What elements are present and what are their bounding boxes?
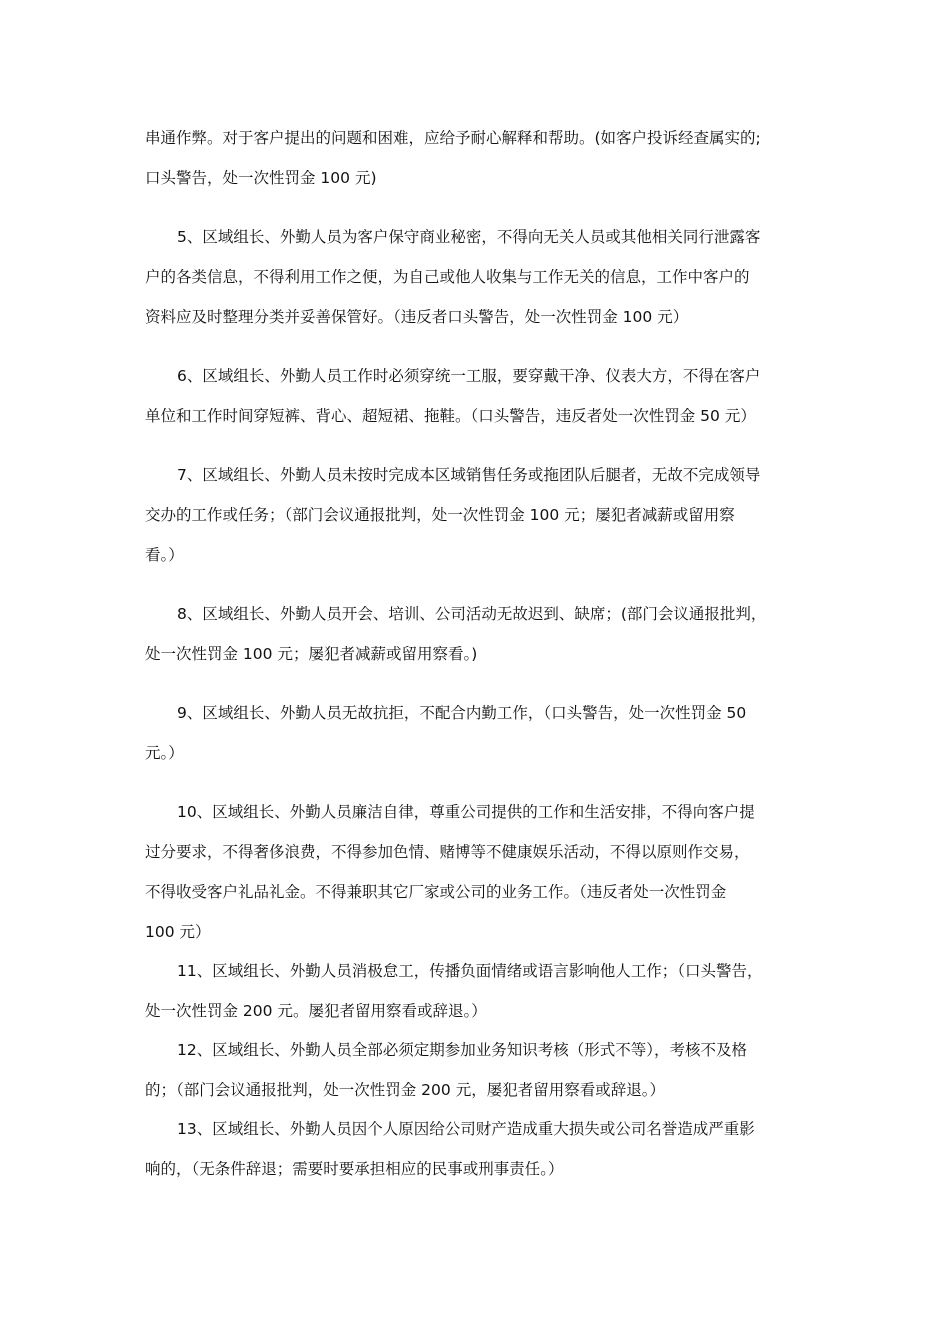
paragraph-item-6: 6、区域组长、外勤人员工作时必须穿统一工服，要穿戴干净、仪表大方，不得在客户 — [177, 367, 761, 385]
paragraph-item-13: 13、区域组长、外勤人员因个人原因给公司财产造成重大损失或公司名誉造成严重影 — [177, 1120, 755, 1138]
paragraph-item-10: 10、区域组长、外勤人员廉洁自律，尊重公司提供的工作和生活安排，不得向客户提 — [177, 803, 755, 821]
paragraph-item-12: 12、区域组长、外勤人员全部必须定期参加业务知识考核（形式不等），考核不及格 — [177, 1041, 747, 1059]
text-line: 100 元） — [145, 923, 211, 941]
text-line: 响的，（无条件辞退；需要时要承担相应的民事或刑事责任。） — [145, 1160, 564, 1178]
text-line: 不得收受客户礼品礼金。不得兼职其它厂家或公司的业务工作。（违反者处一次性罚金 — [145, 883, 727, 901]
paragraph-item-5: 5、区域组长、外勤人员为客户保守商业秘密，不得向无关人员或其他相关同行泄露客 — [177, 228, 761, 246]
paragraph-item-11: 11、区域组长、外勤人员消极怠工，传播负面情绪或语言影响他人工作；（口头警告， — [177, 962, 763, 980]
text-line: 处一次性罚金 200 元。屡犯者留用察看或辞退。） — [145, 1002, 487, 1020]
text-line: 交办的工作或任务；（部门会议通报批判，处一次性罚金 100 元；屡犯者减薪或留用察 — [145, 506, 735, 524]
text-line: 处一次性罚金 100 元；屡犯者减薪或留用察看。) — [145, 645, 478, 663]
text-line: 单位和工作时间穿短裤、背心、超短裙、拖鞋。（口头警告，违反者处一次性罚金 50 元） — [145, 407, 756, 425]
text-line: 过分要求，不得奢侈浪费，不得参加色情、赌博等不健康娱乐活动，不得以原则作交易， — [145, 843, 750, 861]
text-line: 串通作弊。对于客户提出的问题和困难，应给予耐心解释和帮助。(如客户投诉经查属实的; — [145, 129, 761, 147]
text-line: 户的各类信息，不得利用工作之便，为自己或他人收集与工作无关的信息，工作中客户的 — [145, 268, 750, 286]
paragraph-item-7: 7、区域组长、外勤人员未按时完成本区域销售任务或拖团队后腿者，无故不完成领导 — [177, 466, 761, 484]
text-line: 资料应及时整理分类并妥善保管好。（违反者口头警告，处一次性罚金 100 元） — [145, 308, 689, 326]
text-line: 看。） — [145, 546, 184, 564]
paragraph-item-9: 9、区域组长、外勤人员无故抗拒，不配合内勤工作，（口头警告，处一次性罚金 50 — [177, 704, 747, 722]
text-line: 口头警告，处一次性罚金 100 元) — [145, 169, 377, 187]
text-line: 的；（部门会议通报批判，处一次性罚金 200 元，屡犯者留用察看或辞退。） — [145, 1081, 665, 1099]
text-line: 元。） — [145, 744, 184, 762]
paragraph-item-8: 8、区域组长、外勤人员开会、培训、公司活动无故迟到、缺席；(部门会议通报批判， — [177, 605, 767, 623]
